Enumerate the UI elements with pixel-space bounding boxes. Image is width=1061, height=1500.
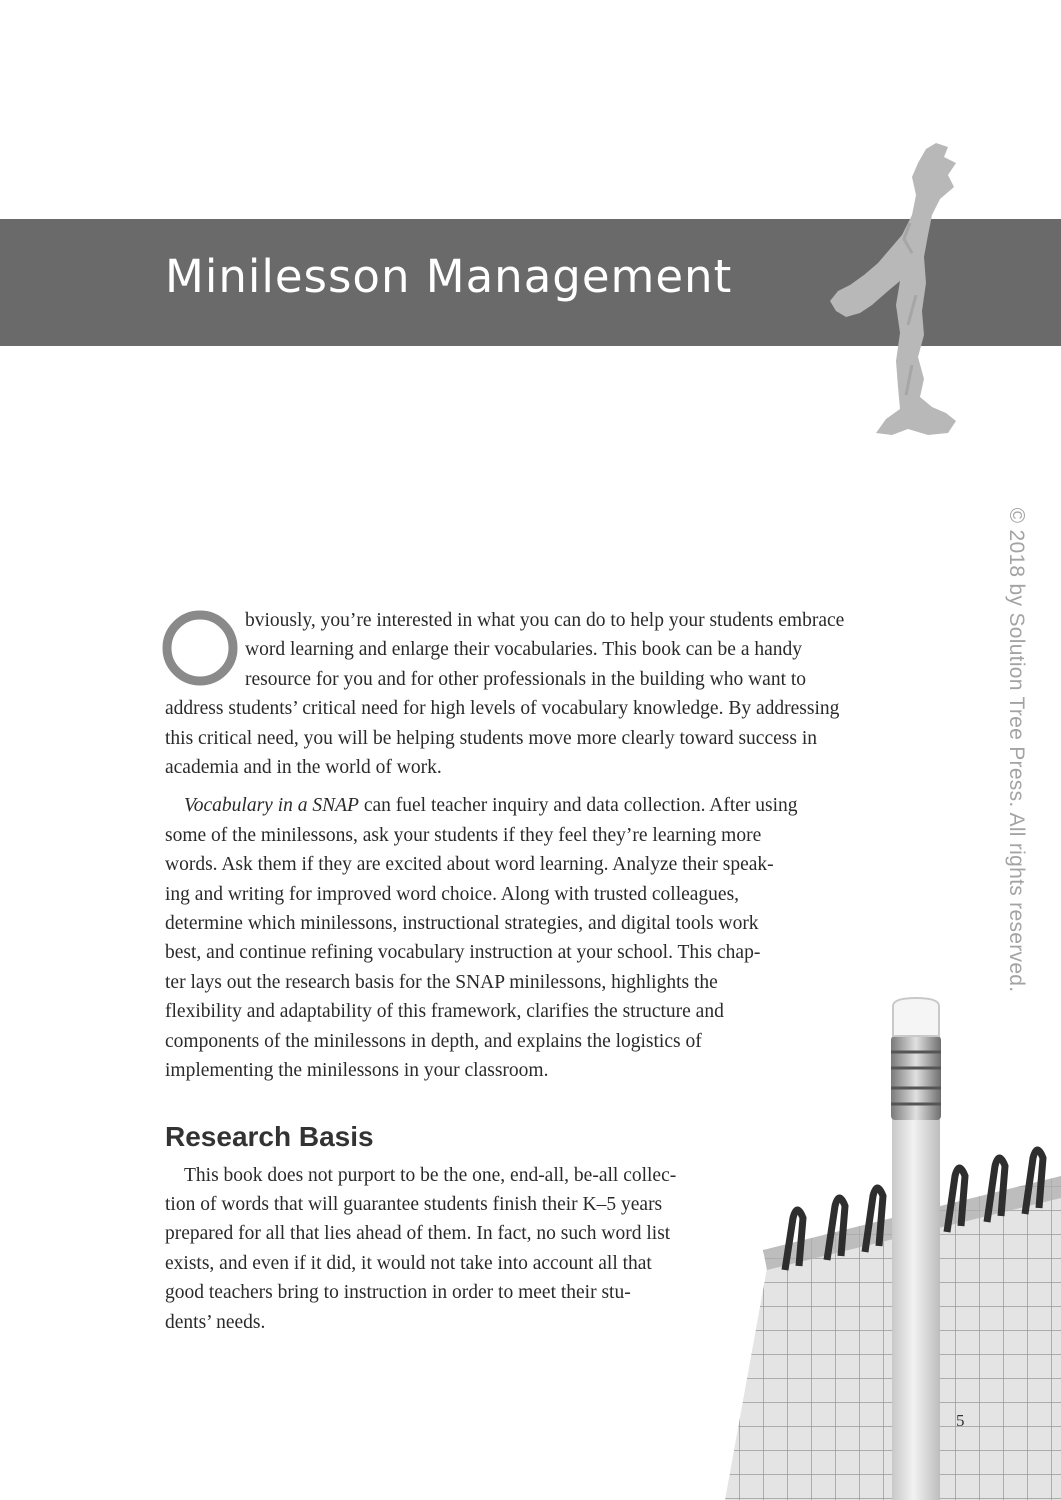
research-line: good teachers bring to instruction in order to meet their stu-	[165, 1282, 631, 1304]
svg-text:O: O	[199, 663, 201, 664]
inquiry-first-line	[165, 791, 925, 820]
inquiry-line: best, and continue refining vocabulary instruction at your school. This chap-	[165, 942, 761, 964]
intro-line: word learning and enlarge their vocabularies. This book can be a handy	[245, 639, 803, 661]
research-line: tion of words that will guarantee students finish their K–5 years	[165, 1193, 663, 1215]
intro-line: this critical need, you will be helping students move more clearly toward success in	[165, 727, 817, 749]
inquiry-line: determine which minilessons, instructional strategies, and digital tools work	[165, 913, 759, 935]
research-line: dents’ needs.	[165, 1311, 266, 1333]
chapter-number-1-graphic	[808, 135, 978, 445]
inquiry-line: ter lays out the research basis for the SNAP minilessons, highlights the	[165, 971, 718, 993]
intro-paragraph	[165, 606, 925, 782]
inquiry-line: ing and writing for improved word choice. Along with trusted colleagues,	[165, 883, 740, 905]
pencil-notebook-illustration	[715, 970, 1061, 1500]
copyright-notice	[998, 475, 1034, 1025]
inquiry-line: words. Ask them if they are excited about word learning. Analyze their speak-	[165, 854, 774, 876]
chapter-title: Minilesson Management	[165, 250, 733, 303]
research-line: This book does not purport to be the one, end-all, be-all collec-	[184, 1164, 677, 1186]
research-line: prepared for all that lies ahead of them. In fact, no such word list	[165, 1223, 671, 1245]
intro-line: academia and in the world of work.	[165, 757, 442, 779]
inquiry-line: flexibility and adaptability of this framework, clarifies the structure and	[165, 1001, 724, 1023]
inquiry-line-rest: can fuel teacher inquiry and data collection. After using	[358, 795, 798, 817]
drop-cap-o	[161, 609, 239, 687]
section-heading: Research Basis	[165, 1120, 374, 1152]
intro-line: address students’ critical need for high levels of vocabulary knowledge. By addressing	[165, 698, 840, 720]
copyright-text: © 2018 by Solution Tree Press. All rights reserved.	[1005, 507, 1028, 993]
inquiry-line: implementing the minilessons in your classroom.	[165, 1060, 549, 1082]
research-line: exists, and even if it did, it would not take into account all that	[165, 1252, 652, 1274]
page-number: 5	[956, 1411, 965, 1430]
inquiry-line: components of the minilessons in depth, and explains the logistics of	[165, 1030, 702, 1052]
book-title: Vocabulary in a SNAP	[184, 795, 359, 817]
pencil-icon	[891, 998, 941, 1500]
intro-line: resource for you and for other professionals in the building who want to	[245, 668, 807, 690]
inquiry-line: some of the minilessons, ask your students if they feel they’re learning more	[165, 824, 762, 846]
intro-line: bviously, you’re interested in what you can do to help your students embrace	[245, 610, 845, 631]
